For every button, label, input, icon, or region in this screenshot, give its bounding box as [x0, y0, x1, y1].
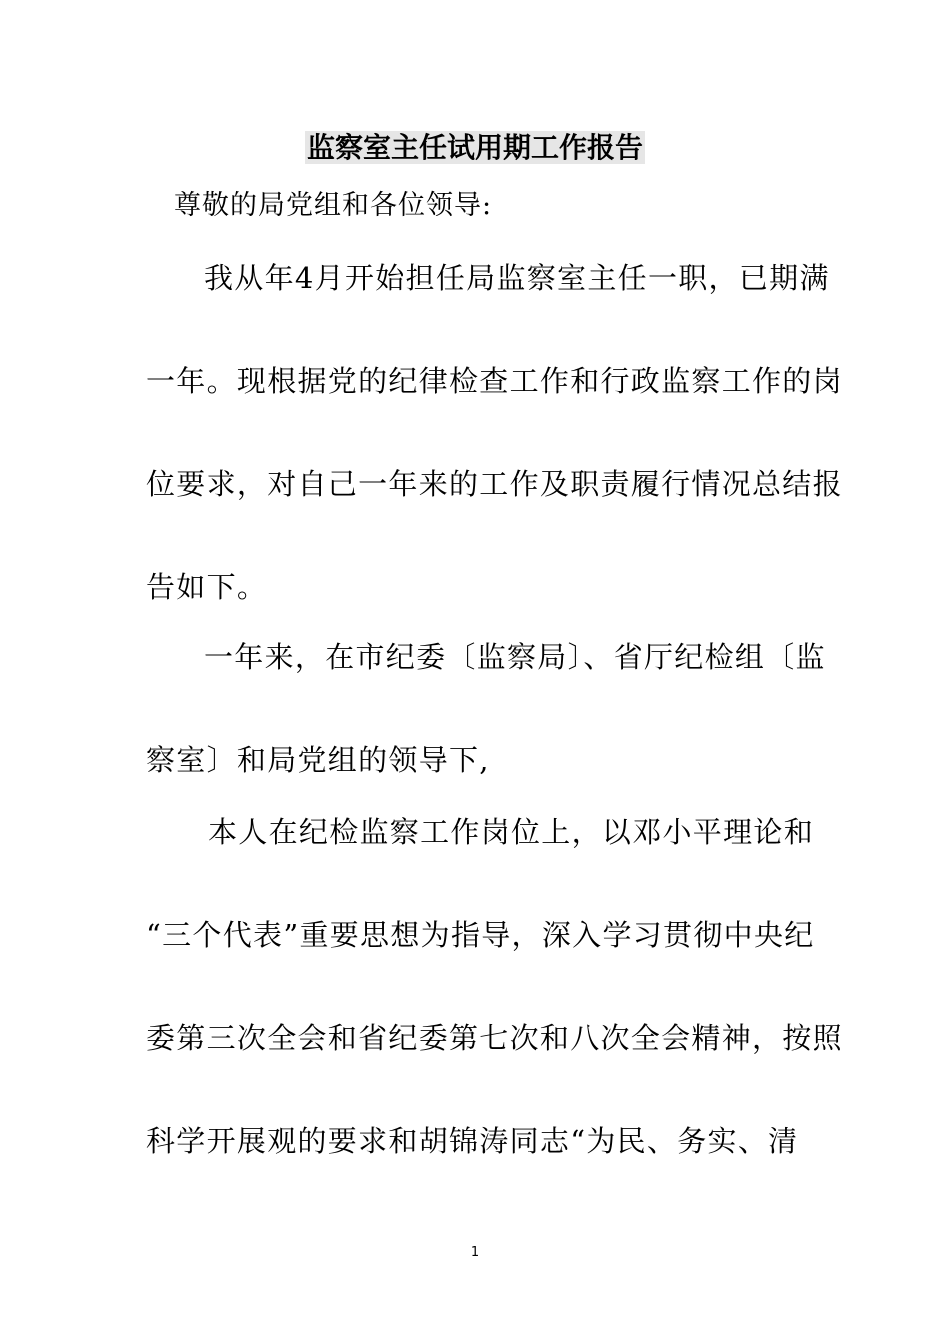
- body-line: “三个代表”重要思想为指导，深入学习贯彻中央纪: [146, 918, 815, 952]
- body-line: 科学开展观的要求和胡锦涛同志“为民、务实、清: [146, 1124, 799, 1158]
- body-line: 我从年4月开始担任局监察室主任一职，已期满: [204, 261, 830, 295]
- page-number: 1: [470, 1245, 480, 1260]
- salutation-line: 尊敬的局党组和各位领导:: [174, 190, 493, 221]
- body-line: 委第三次全会和省纪委第七次和八次全会精神，按照: [146, 1021, 843, 1055]
- body-line: 察室〕和局党组的领导下,: [146, 743, 490, 777]
- document-title-text: 监察室主任试用期工作报告: [306, 131, 643, 164]
- body-line: 本人在纪检监察工作岗位上，以邓小平理论和: [208, 815, 815, 849]
- body-line: 位要求，对自己一年来的工作及职责履行情况总结报: [146, 467, 843, 501]
- body-line: 一年来，在市纪委〔监察局〕、省厅纪检组〔监: [204, 640, 826, 674]
- document-title: [0, 128, 950, 168]
- body-line: 一年。现根据党的纪律检查工作和行政监察工作的岗: [146, 364, 843, 398]
- body-line: 告如下。: [146, 570, 268, 604]
